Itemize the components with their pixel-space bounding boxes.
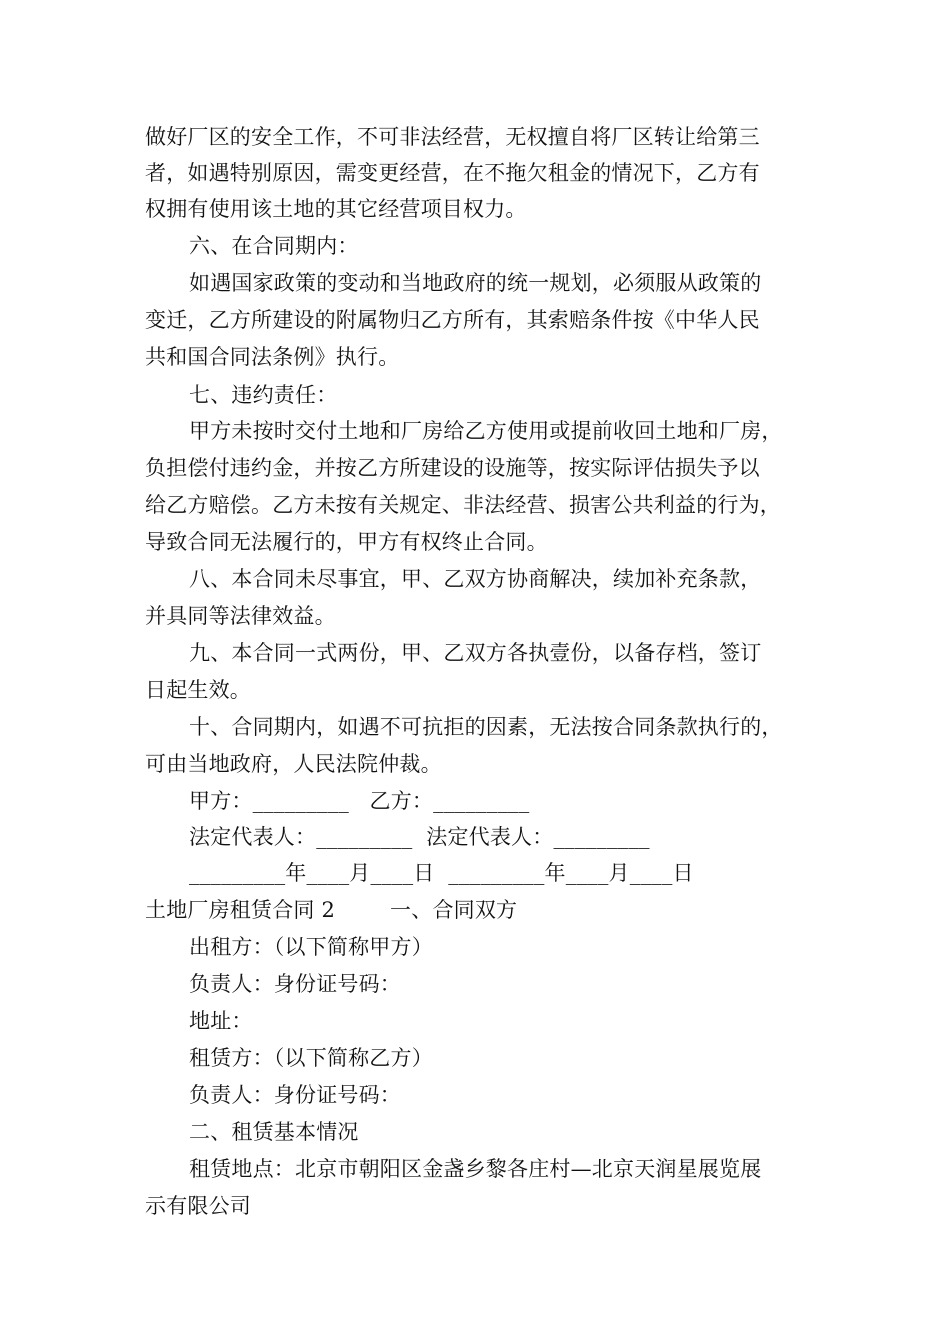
section-heading: 八、本合同未尽事宜，甲、乙双方协商解决，续加补充条款，	[189, 567, 762, 591]
section-heading: 二、租赁基本情况	[189, 1120, 359, 1144]
signature-line-dates: _________年____月____日 _________年____月____日	[189, 861, 694, 885]
text-line: 并具同等法律效益。	[145, 604, 336, 628]
text-line: 负责人：身份证号码：	[189, 1083, 401, 1107]
text-line: 如遇国家政策的变动和当地政府的统一规划，必须服从政策的	[189, 271, 762, 295]
section-heading: 十、合同期内，如遇不可抗拒的因素，无法按合同条款执行的，	[189, 715, 783, 739]
text-line: 给乙方赔偿。乙方未按有关规定、非法经营、损害公共利益的行为，	[145, 493, 781, 517]
signature-line-representatives: 法定代表人：_________ 法定代表人：_________	[189, 825, 650, 849]
text-line: 地址：	[189, 1009, 253, 1033]
text-line: 共和国合同法条例》执行。	[145, 345, 400, 369]
section-heading: 七、违约责任：	[189, 383, 338, 407]
text-line: 可由当地政府，人民法院仲裁。	[145, 752, 442, 776]
signature-line-parties: 甲方：_________ 乙方：_________	[189, 789, 530, 813]
text-line: 做好厂区的安全工作，不可非法经营，无权擅自将厂区转让给第三	[145, 125, 760, 149]
text-line: 导致合同无法履行的，甲方有权终止合同。	[145, 530, 548, 554]
section-heading: 九、本合同一式两份，甲、乙双方各执壹份，以备存档，签订	[189, 641, 762, 665]
contract-title: 土地厂房租赁合同 2 一、合同双方	[145, 898, 518, 922]
text-line: 出租方：（以下简称甲方）	[189, 935, 433, 959]
text-line: 示有限公司	[145, 1194, 251, 1218]
text-line: 租赁地点：北京市朝阳区金盏乡黎各庄村—北京天润星展览展	[189, 1157, 762, 1181]
section-heading: 六、在合同期内：	[189, 234, 359, 258]
text-line: 租赁方：（以下简称乙方）	[189, 1046, 433, 1070]
text-line: 权拥有使用该土地的其它经营项目权力。	[145, 197, 527, 221]
text-line: 变迁，乙方所建设的附属物归乙方所有，其索赔条件按《中华人民	[145, 308, 760, 332]
text-line: 甲方未按时交付土地和厂房给乙方使用或提前收回土地和厂房，	[189, 419, 783, 443]
text-line: 日起生效。	[145, 678, 251, 702]
text-line: 负担偿付违约金，并按乙方所建设的设施等，按实际评估损失予以	[145, 456, 760, 480]
text-line: 负责人：身份证号码：	[189, 972, 401, 996]
text-line: 者，如遇特别原因，需变更经营，在不拖欠租金的情况下，乙方有	[145, 161, 760, 185]
